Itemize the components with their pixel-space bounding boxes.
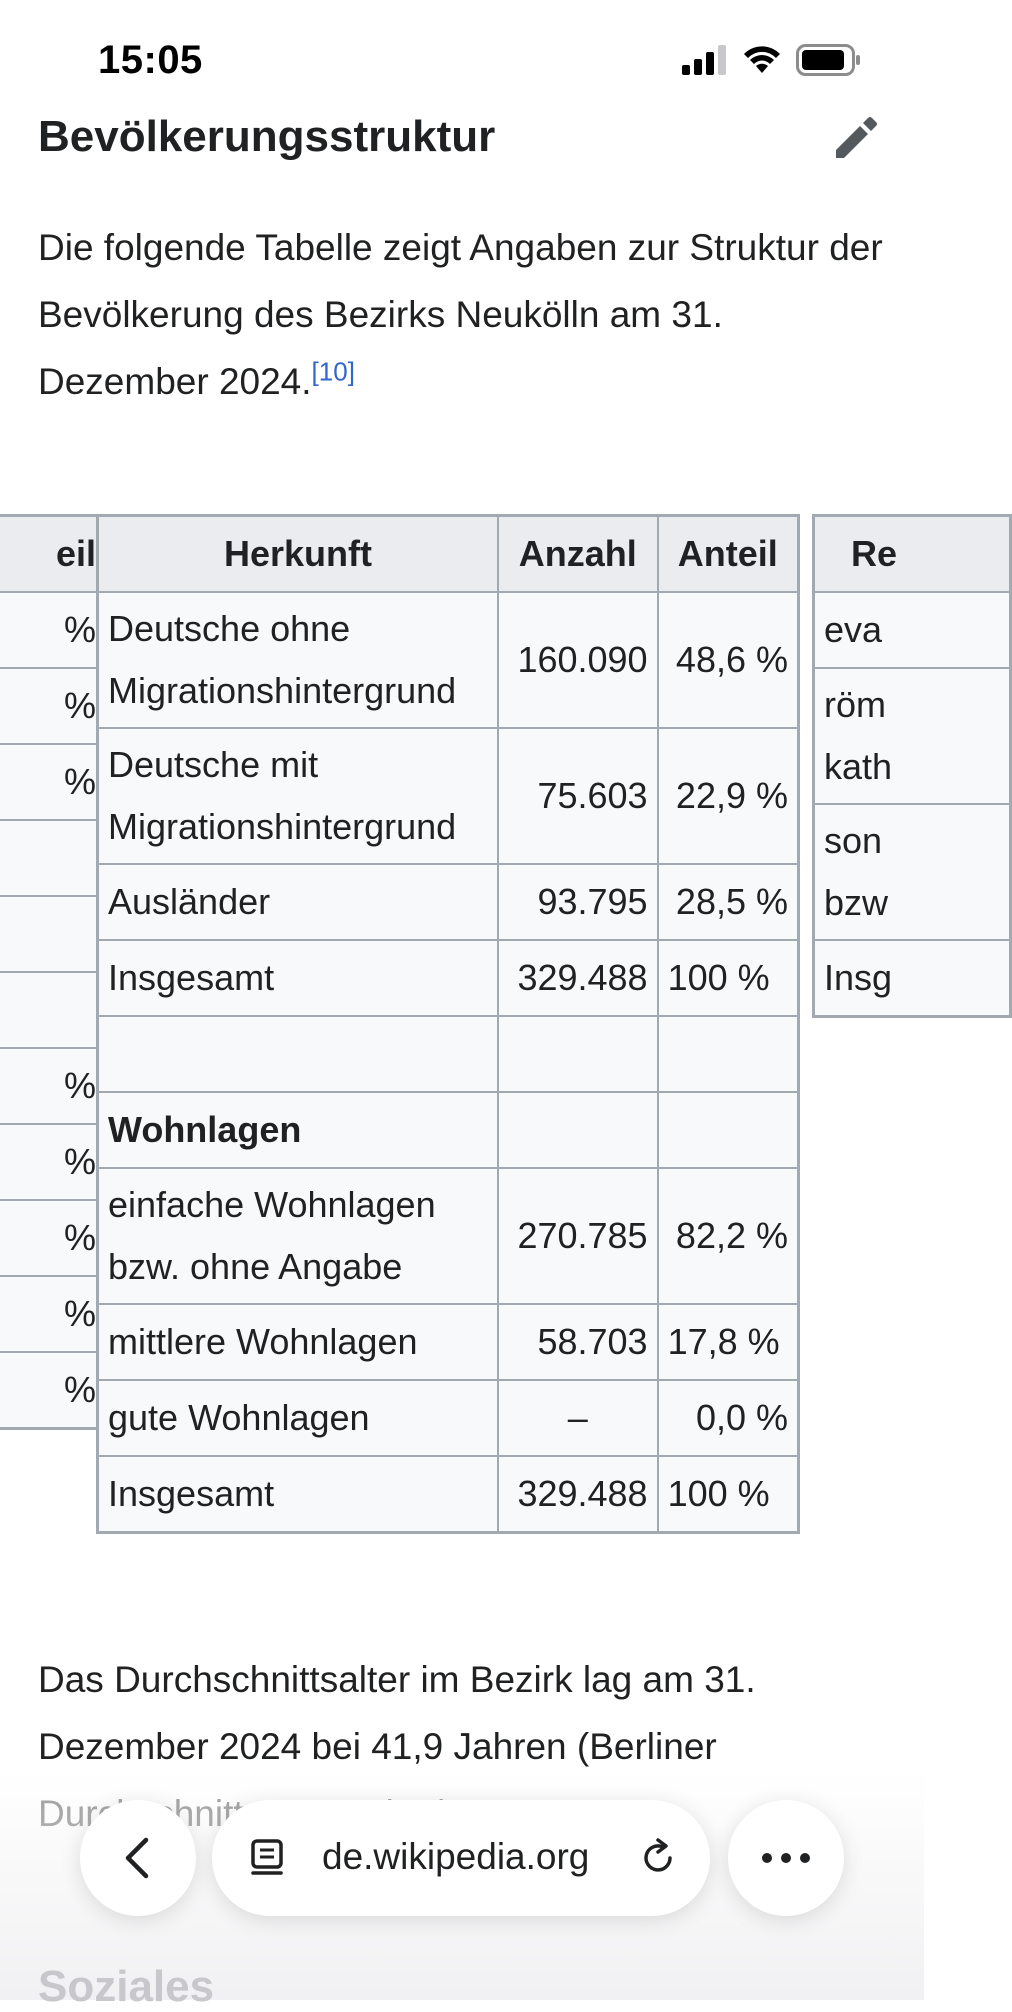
- cell-count: 75.603: [498, 728, 658, 864]
- average-age-paragraph: Das Durchschnittsalter im Bezirk lag am 31. Dezember 2024 bei 41,9 Jahren (Berliner: [38, 1659, 756, 1767]
- cell-share: 0,0 %: [658, 1380, 799, 1456]
- left-cell: [0, 820, 107, 896]
- edit-pencil-icon[interactable]: [830, 112, 882, 164]
- population-table: [96, 514, 800, 1534]
- section-title: Bevölkerungsstruktur: [38, 112, 496, 161]
- wifi-icon: [742, 45, 782, 75]
- left-cell: [0, 972, 107, 1048]
- table-row-empty: [98, 1016, 799, 1092]
- table-carousel[interactable]: [38, 514, 898, 1574]
- address-bar[interactable]: [212, 1800, 710, 1916]
- cell-count: 58.703: [498, 1304, 658, 1380]
- left-cell: %: [0, 1048, 107, 1124]
- ellipsis-icon: [761, 1852, 811, 1864]
- status-icons: [682, 44, 862, 76]
- cell-share: 100 %: [658, 940, 799, 1016]
- cell-label: Deutsche mit Migrationshintergrund: [98, 728, 499, 864]
- more-options-button[interactable]: [728, 1800, 844, 1916]
- right-cell: eva: [814, 592, 1011, 668]
- cell-share: 82,2 %: [658, 1168, 799, 1304]
- back-button[interactable]: [80, 1800, 196, 1916]
- col-header-anteil: Anteil: [658, 516, 799, 593]
- cell-label: Ausländer: [98, 864, 499, 940]
- table-left-partial: [0, 514, 108, 1430]
- table-section-row: [98, 1092, 799, 1168]
- cell-count: –: [498, 1380, 658, 1456]
- cell-count: 329.488: [498, 1456, 658, 1533]
- chevron-left-icon: [120, 1836, 156, 1880]
- empty-cell: [498, 1016, 658, 1092]
- cell-label: Insgesamt: [98, 1456, 499, 1533]
- col-header-herkunft: Herkunft: [98, 516, 499, 593]
- cell-share: 22,9 %: [658, 728, 799, 864]
- right-header: Re: [814, 516, 1011, 593]
- url-text: de.wikipedia.org: [322, 1836, 590, 1877]
- intro-paragraph: [38, 214, 888, 415]
- left-cell: %: [0, 1276, 107, 1352]
- table-row: [98, 1456, 799, 1533]
- status-time: 15:05: [98, 38, 203, 82]
- left-cell: [0, 896, 107, 972]
- cell-share: 100 %: [658, 1456, 799, 1533]
- cell-count: 93.795: [498, 864, 658, 940]
- cell-label: einfache Wohnlagen bzw. ohne Angabe: [98, 1168, 499, 1304]
- empty-cell: [658, 1016, 799, 1092]
- table-row: [98, 940, 799, 1016]
- right-cell: röm kath: [814, 668, 1011, 804]
- cell-label: Insgesamt: [98, 940, 499, 1016]
- left-cell: %: [0, 1200, 107, 1276]
- reader-page-icon: [250, 1838, 290, 1878]
- table-row: [98, 592, 799, 728]
- cell-count: 329.488: [498, 940, 658, 1016]
- empty-cell: [658, 1092, 799, 1168]
- cell-count: 270.785: [498, 1168, 658, 1304]
- browser-toolbar: [0, 1800, 924, 1930]
- left-header: eil: [0, 516, 107, 593]
- right-cell: Insg: [814, 940, 1011, 1017]
- table-row: [98, 1168, 799, 1304]
- left-cell: %: [0, 592, 107, 668]
- empty-cell: [498, 1092, 658, 1168]
- next-section-heading: Soziales: [38, 1962, 215, 2011]
- cell-share: 28,5 %: [658, 864, 799, 940]
- cell-share: 17,8 %: [658, 1304, 799, 1380]
- cell-share: 48,6 %: [658, 592, 799, 728]
- table-row: [98, 1304, 799, 1380]
- right-cell: son bzw: [814, 804, 1011, 940]
- cell-label: mittlere Wohnlagen: [98, 1304, 499, 1380]
- left-cell: %: [0, 1124, 107, 1200]
- table-row: [98, 864, 799, 940]
- table-right-partial: [812, 514, 1012, 1018]
- battery-icon: [796, 44, 862, 76]
- left-cell: %: [0, 1352, 107, 1429]
- col-header-anzahl: Anzahl: [498, 516, 658, 593]
- cell-count: 160.090: [498, 592, 658, 728]
- cell-label: gute Wohnlagen: [98, 1380, 499, 1456]
- section-label-wohnlagen: Wohnlagen: [98, 1092, 499, 1168]
- reload-icon[interactable]: [636, 1836, 680, 1880]
- left-cell: %: [0, 744, 107, 820]
- cell-label: Deutsche ohne Migrationshintergrund: [98, 592, 499, 728]
- left-cell: %: [0, 668, 107, 744]
- reference-link[interactable]: [10]: [311, 356, 355, 387]
- empty-cell: [98, 1016, 499, 1092]
- table-row: [98, 728, 799, 864]
- intro-text: Die folgende Tabelle zeigt Angaben zur Struktur der Bevölkerung des Bezirks Neukölln am 31. Dezember 2024.: [38, 227, 883, 402]
- cellular-signal-icon: [682, 45, 728, 75]
- status-bar: [0, 0, 924, 110]
- table-row: [98, 1380, 799, 1456]
